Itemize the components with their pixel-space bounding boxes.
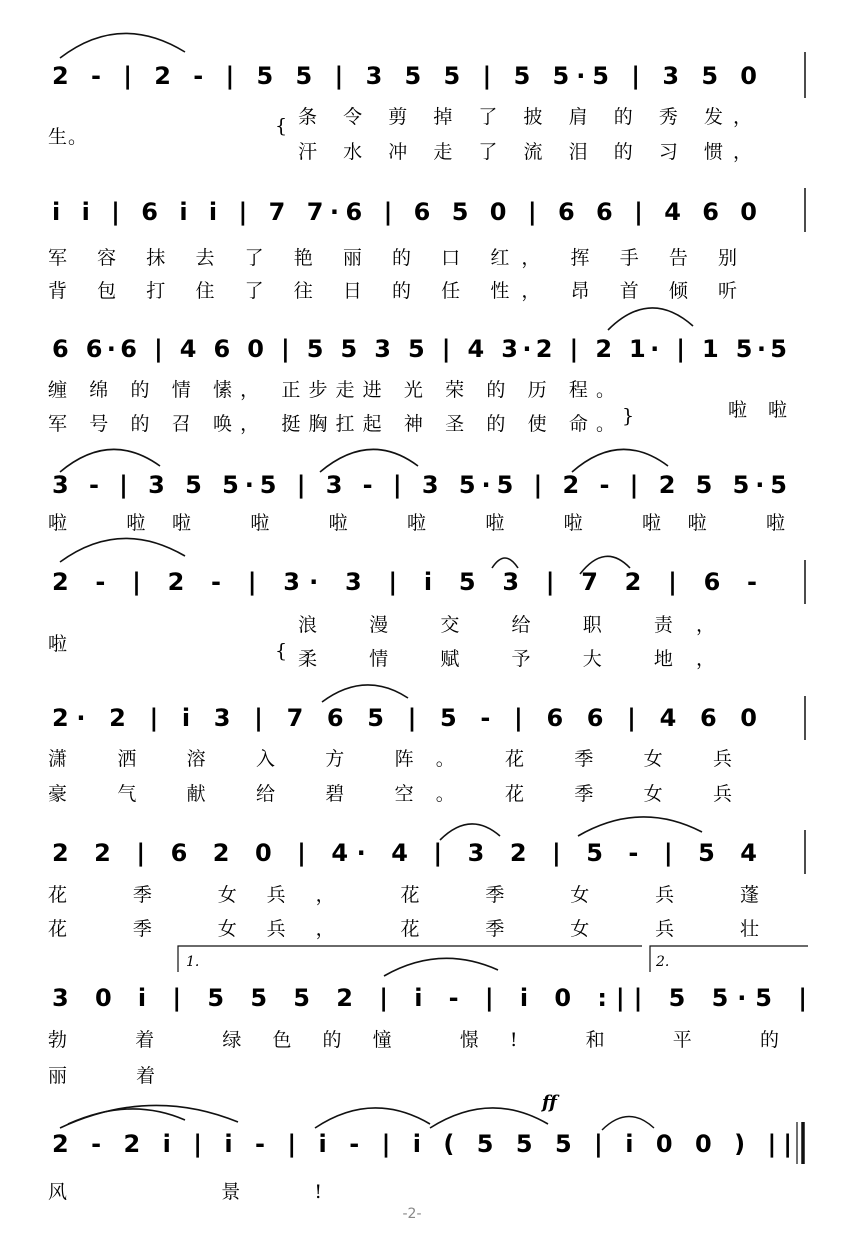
lyric-line: 风 景! <box>48 1181 323 1203</box>
notes-line: i i | 6 i i | 7 7·6 | 6 5 0 | 6 6 | 4 6 0 <box>52 198 757 226</box>
lyric-line: 豪 气 献 给 碧 空。 花 季 女 兵 <box>48 783 733 805</box>
slur <box>440 824 500 840</box>
slur <box>60 538 185 562</box>
lyric-line: 啦 <box>48 633 69 655</box>
slur <box>578 817 702 836</box>
tie <box>492 558 518 568</box>
lyric-line: 背 包 打 住 了 往 日 的 任 性， 昂 首 倾 听 <box>48 280 738 302</box>
slur <box>572 449 668 472</box>
system-3 <box>48 308 788 435</box>
lyric-line: 啦 啦啦 啦 啦 啦 啦 啦 啦啦 啦 <box>48 512 787 534</box>
lyric-line: 缠 绵 的 情 愫， 正步走进 光 荣 的 历 程。 <box>48 379 616 401</box>
system-4 <box>48 449 787 534</box>
brace-close: } <box>622 405 636 427</box>
system-7 <box>48 817 805 940</box>
lyric-line: 啦 啦 <box>728 399 788 421</box>
slur <box>60 449 160 472</box>
notes-line: 3 - | 3 5 5·5 | 3 - | 3 5·5 | 2 - | 2 5 5·5 <box>52 471 787 499</box>
slur <box>384 958 498 976</box>
lyric-line: 浪 漫 交 给 职 责， <box>298 614 716 636</box>
page-number: -2- <box>402 1206 422 1222</box>
system-5 <box>48 538 805 670</box>
lyric-line: 潇 洒 溶 入 方 阵。 花 季 女 兵 <box>48 748 733 770</box>
lyric-line: 军 号 的 召 唤， 挺胸扛起 神 圣 的 使 命。 <box>48 413 616 435</box>
lyric-line: 条 令 剪 掉 了 披 肩 的 秀 发， <box>298 106 753 128</box>
brace: { <box>275 640 289 662</box>
system-6 <box>48 685 805 805</box>
notes-line: 2 - 2 i | i - | i - | i ( 5 5 5 | i 0 0 ) || <box>52 1130 793 1158</box>
notes-line: 2 - | 2 - | 3· 3 | i 5 3 | 7 2 | 6 - <box>52 568 757 596</box>
slur <box>320 449 418 472</box>
lyric-line: 汗 水 冲 走 了 流 泪 的 习 惯， <box>298 141 753 163</box>
lyric-line: 柔 情 赋 予 大 地， <box>298 648 716 670</box>
slur <box>68 1109 185 1124</box>
lyric-line: 生。 <box>48 126 89 148</box>
slur <box>60 33 185 58</box>
lyric-line: 花 季 女兵， 花 季 女 兵 蓬 <box>48 884 760 906</box>
lyric-line: 丽 着 <box>48 1065 156 1087</box>
lyric-line: 勃 着 绿色的憧 憬! 和 平 的 <box>48 1029 780 1051</box>
system-8 <box>48 946 808 1087</box>
slur <box>430 1108 548 1128</box>
volta-1-bracket <box>178 946 642 972</box>
notes-line: 6 6·6 | 4 6 0 | 5 5 3 5 | 4 3·2 | 2 1· | 1 5·5 <box>52 335 787 363</box>
slur <box>602 1116 654 1130</box>
slur <box>322 685 408 702</box>
lyric-line: 军 容 抹 去 了 艳 丽 的 口 红， 挥 手 告 别 <box>48 247 738 269</box>
system-9 <box>48 1092 803 1203</box>
volta-2-label: 2. <box>656 954 670 970</box>
notes-line: 2 - | 2 - | 5 5 | 3 5 5 | 5 5·5 | 3 5 0 <box>52 62 757 90</box>
volta-2-bracket <box>650 946 808 972</box>
slur <box>608 308 693 330</box>
lyric-line: 花 季 女兵， 花 季 女 兵 壮 <box>48 918 760 940</box>
notes-line: 2· 2 | i 3 | 7 6 5 | 5 - | 6 6 | 4 6 0 <box>52 704 757 732</box>
brace: { <box>275 115 289 137</box>
volta-1-label: 1. <box>186 954 200 970</box>
dynamic-ff: ff <box>542 1092 557 1113</box>
system-1 <box>48 33 805 163</box>
slur <box>315 1108 430 1128</box>
notes-line: 3 0 i | 5 5 5 2 | i - | i 0 :|| 5 5·5 | <box>52 984 807 1012</box>
system-2 <box>48 188 805 302</box>
notes-line: 2 2 | 6 2 0 | 4· 4 | 3 2 | 5 - | 5 4 <box>52 839 757 867</box>
